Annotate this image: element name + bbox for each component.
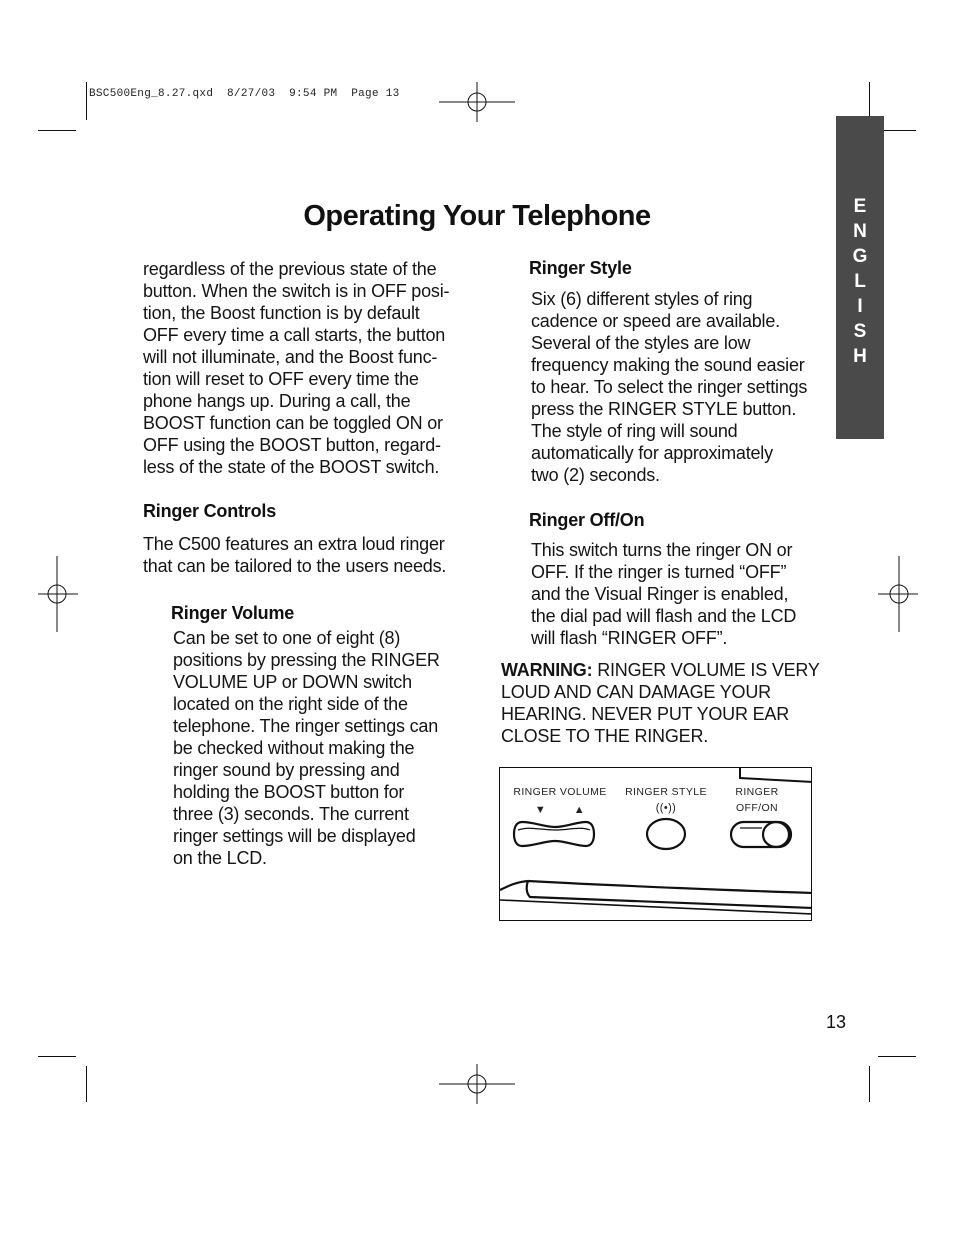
text-line: holding the BOOST button for	[173, 782, 405, 802]
text-line: tion, the Boost function is by default	[143, 303, 420, 323]
tab-letter: I	[857, 296, 863, 317]
text-line: tion will reset to OFF every time the	[143, 369, 419, 389]
tab-letter: H	[853, 346, 867, 367]
ringer-volume-section	[171, 602, 461, 869]
tab-letter: N	[853, 221, 867, 242]
text-line: phone hangs up. During a call, the	[143, 391, 411, 411]
page-title: Operating Your Telephone	[303, 200, 651, 232]
text-line: regardless of the previous state of the	[143, 259, 437, 279]
registration-mark-bottom	[439, 1064, 515, 1104]
ringer-style-symbol-icon: ((•))	[655, 802, 677, 814]
text-line: automatically for approximately	[531, 443, 773, 463]
ringer-style-section	[529, 257, 819, 486]
text-line: cadence or speed are available.	[531, 311, 780, 331]
ringer-controls-section	[143, 500, 463, 577]
text-line: CLOSE TO THE RINGER.	[501, 726, 709, 746]
text-line: Several of the styles are low	[531, 333, 751, 353]
ringer-style-label: RINGER STYLE	[625, 786, 707, 798]
text-line: to hear. To select the ringer settings	[531, 377, 808, 397]
language-tab	[836, 116, 884, 439]
text-line: LOUD AND CAN DAMAGE YOUR	[501, 682, 771, 702]
text-line: less of the state of the BOOST switch.	[143, 457, 440, 477]
ringer-onoff-label-2: OFF/ON	[735, 802, 779, 814]
text-line: VOLUME UP or DOWN switch	[173, 672, 412, 692]
text-line: located on the right side of the	[173, 694, 408, 714]
text-line: two (2) seconds.	[531, 465, 660, 485]
warning-first-line	[501, 659, 821, 681]
text-line: This switch turns the ringer ON or	[531, 540, 793, 560]
ringer-off-on-section	[529, 509, 819, 649]
phone-side-drawing	[500, 768, 812, 921]
text-line: telephone. The ringer settings can	[173, 716, 439, 736]
tab-letter: E	[853, 196, 867, 217]
text-line: The C500 features an extra loud ringer	[143, 534, 445, 554]
text-line: be checked without making the	[173, 738, 415, 758]
text-line: the dial pad will flash and the LCD	[531, 606, 797, 626]
tab-letter: G	[852, 246, 868, 267]
text-line: button. When the switch is in OFF posi-	[143, 281, 450, 301]
section-heading: Ringer Style	[529, 258, 632, 278]
text-line: positions by pressing the RINGER	[173, 650, 440, 670]
text-line: HEARING. NEVER PUT YOUR EAR	[501, 704, 789, 724]
registration-mark-left	[38, 556, 78, 632]
text-line: on the LCD.	[173, 848, 267, 868]
text-line: press the RINGER STYLE button.	[531, 399, 797, 419]
print-slug: BSC500Eng_8.27.qxd 8/27/03 9:54 PM Page 13	[89, 88, 400, 100]
ringer-volume-label: RINGER VOLUME	[513, 786, 607, 798]
registration-mark-right	[878, 556, 918, 632]
warning-text: RINGER VOLUME IS VERY	[592, 660, 820, 680]
text-line: ringer settings will be displayed	[173, 826, 416, 846]
text-line: will not illuminate, and the Boost func-	[143, 347, 438, 367]
text-line: Can be set to one of eight (8)	[173, 628, 401, 648]
text-line: that can be tailored to the users needs.	[143, 556, 447, 576]
intro-paragraph	[143, 258, 463, 478]
text-line: and the Visual Ringer is enabled,	[531, 584, 789, 604]
ringer-slide-switch-icon	[731, 822, 791, 847]
text-line: frequency making the sound easier	[531, 355, 805, 375]
ringer-style-button-icon	[647, 819, 685, 849]
text-line: OFF using the BOOST button, regard-	[143, 435, 441, 455]
text-line: OFF. If the ringer is turned “OFF”	[531, 562, 787, 582]
text-line: ringer sound by pressing and	[173, 760, 400, 780]
tab-letter: L	[854, 271, 866, 292]
page-number: 13	[826, 1012, 847, 1032]
text-line: Six (6) different styles of ring	[531, 289, 753, 309]
text-line: three (3) seconds. The current	[173, 804, 409, 824]
section-heading: Ringer Off/On	[529, 510, 645, 530]
registration-mark-top	[439, 82, 515, 122]
section-heading: Ringer Controls	[143, 501, 277, 521]
text-line: OFF every time a call starts, the button	[143, 325, 446, 345]
text-line: BOOST function can be toggled ON or	[143, 413, 443, 433]
tab-letter: S	[853, 321, 867, 342]
ringer-controls-figure	[499, 767, 812, 921]
text-line: will flash “RINGER OFF”.	[531, 628, 728, 648]
warning-label: WARNING:	[501, 660, 593, 680]
text-line: The style of ring will sound	[531, 421, 738, 441]
warning-paragraph	[501, 659, 821, 747]
ringer-onoff-label-1: RINGER	[735, 786, 779, 798]
volume-arrows-icon: ▼ ▲	[534, 804, 586, 816]
section-heading: Ringer Volume	[171, 603, 295, 623]
volume-rocker-icon	[514, 822, 594, 846]
